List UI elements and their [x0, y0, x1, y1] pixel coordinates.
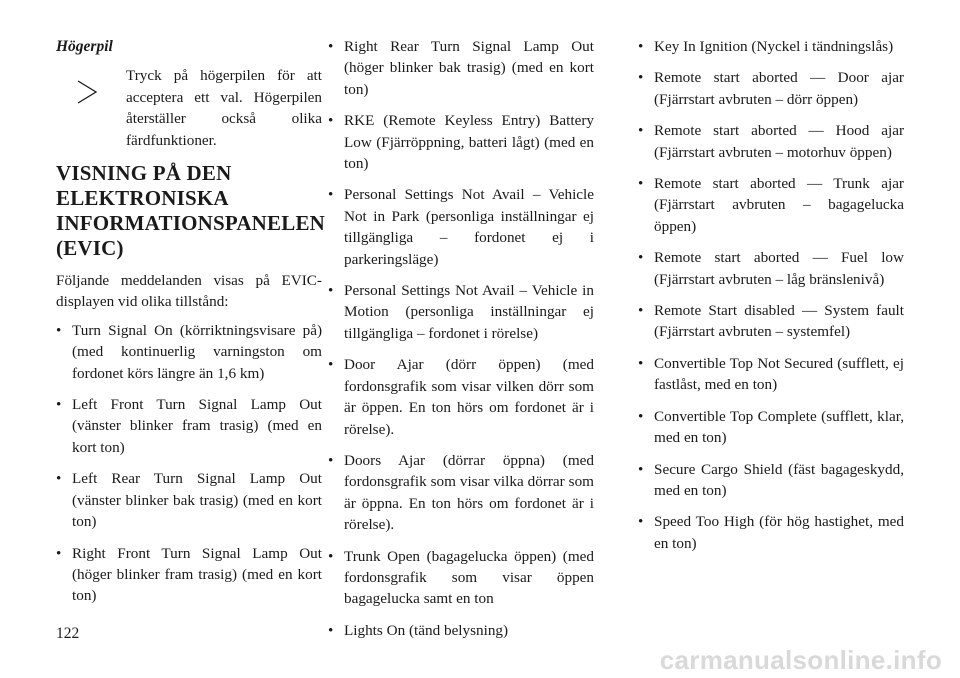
list-item-text: Remote start aborted — Fuel low (Fjärrstart avbruten – låg bränslenivå) [654, 249, 904, 288]
list-item-text: Remote start aborted — Hood ajar (Fjärrstart avbruten – motorhuv öppen) [654, 122, 904, 161]
list-item-text: Right Front Turn Signal Lamp Out (höger blinker fram trasig) (med en kort ton) [72, 544, 322, 605]
section-title: VISNING PÅ DEN ELEKTRONISKA INFORMATIONSPANELEN (EVIC) [56, 161, 326, 261]
message-list-col1 [56, 320, 322, 607]
bullet-icon: • [328, 547, 334, 565]
list-item [638, 406, 904, 449]
bullet-icon: • [328, 186, 334, 204]
list-item [328, 36, 594, 100]
list-item [328, 280, 594, 344]
list-item-text: Left Rear Turn Signal Lamp Out (vänster blinker bak trasig) (med en kort ton) [72, 470, 322, 531]
list-item [56, 543, 322, 607]
list-item [638, 173, 904, 237]
list-item [328, 110, 594, 174]
list-item-text: Secure Cargo Shield (fäst bagageskydd, med en ton) [654, 460, 904, 499]
list-item [638, 511, 904, 554]
message-list-col3 [638, 36, 904, 554]
list-item-text: Doors Ajar (dörrar öppna) (med fordonsgrafik som visar vilka dörrar som är öppna. En ton hörs om fordonet är i rörelse). [344, 451, 594, 534]
watermark: carmanualsonline.info [659, 645, 942, 675]
message-list-col2 [328, 36, 594, 641]
list-item-text: Remote start aborted — Door ajar (Fjärrstart avbruten – dörr öppen) [654, 69, 904, 108]
list-item [638, 353, 904, 396]
bullet-icon: • [56, 396, 62, 414]
bullet-icon: • [638, 513, 644, 531]
list-item [638, 120, 904, 163]
bullet-icon: • [328, 356, 334, 374]
bullet-icon: • [56, 544, 62, 562]
list-item-text: Right Rear Turn Signal Lamp Out (höger blinker bak trasig) (med en kort ton) [344, 38, 594, 98]
bullet-icon: • [328, 451, 334, 469]
subheading-right-arrow: Högerpil [56, 38, 113, 55]
list-item-text: Speed Too High (för hög hastighet, med en ton) [654, 513, 904, 552]
page-number: 122 [56, 625, 80, 642]
list-item [638, 300, 904, 343]
bullet-icon: • [638, 460, 644, 478]
bullet-icon: • [328, 621, 334, 639]
bullet-icon: • [638, 175, 644, 193]
list-item-text: Remote Start disabled — System fault (Fjärrstart avbruten – systemfel) [654, 302, 904, 341]
right-arrow-description [56, 65, 322, 151]
bullet-icon: • [328, 112, 334, 130]
bullet-icon: • [56, 470, 62, 488]
bullet-icon: • [638, 69, 644, 87]
list-item [328, 354, 594, 440]
list-item-text: RKE (Remote Keyless Entry) Battery Low (Fjärröppning, batteri lågt) (med en ton) [344, 112, 594, 173]
list-item-text: Personal Settings Not Avail – Vehicle Not in Park (personliga inställningar ej tillgängliga – fordonet ej i parkeringsläge) [344, 186, 594, 268]
list-item [56, 468, 322, 532]
list-item [328, 450, 594, 536]
bullet-icon: • [638, 302, 644, 320]
list-item-text: Convertible Top Not Secured (sufflett, ej fastlåst, med en ton) [654, 354, 904, 394]
list-item [328, 184, 594, 270]
right-arrow-text: Tryck på högerpilen för att acceptera ett val. Högerpilen återställer också olika färdfunktioner. [126, 67, 322, 149]
bullet-icon: • [638, 407, 644, 425]
list-item-text: Personal Settings Not Avail – Vehicle in Motion (personliga inställningar ej tillgängliga – fordonet i rörelse) [344, 282, 594, 342]
intro-text: Följande meddelanden visas på EVIC-displayen vid olika tillstånd: [56, 272, 322, 311]
list-item-text: Left Front Turn Signal Lamp Out (vänster blinker fram trasig) (med en kort ton) [72, 396, 322, 456]
list-item-text: Remote start aborted — Trunk ajar (Fjärrstart avbruten – bagagelucka öppen) [654, 175, 904, 235]
list-item [56, 394, 322, 458]
list-item [638, 459, 904, 502]
list-item-text: Lights On (tänd belysning) [344, 621, 509, 639]
list-item-text: Turn Signal On (körriktningsvisare på) (med kontinuerlig varningston om fordonet körs längre än 1,6 km) [72, 321, 322, 382]
list-item [328, 620, 594, 641]
list-item-text: Trunk Open (bagagelucka öppen) (med fordonsgrafik som visar öppen bagagelucka samt en ton [344, 547, 594, 608]
list-item [638, 67, 904, 110]
column-left [56, 36, 326, 617]
column-middle [328, 36, 594, 651]
list-item-text: Door Ajar (dörr öppen) (med fordonsgrafik som visar vilken dörr som är öppen. En ton hörs om fordonet är i rörelse). [344, 356, 594, 438]
list-item-text: Key In Ignition (Nyckel i tändningslås) [654, 38, 894, 55]
bullet-icon: • [328, 282, 334, 300]
list-item-text: Convertible Top Complete (sufflett, klar, med en ton) [654, 407, 904, 447]
list-item [638, 36, 904, 57]
column-right [638, 36, 904, 564]
bullet-icon: • [328, 38, 334, 55]
list-item [328, 546, 594, 610]
list-item [638, 247, 904, 290]
list-item [56, 320, 322, 384]
bullet-icon: • [638, 122, 644, 140]
bullet-icon: • [638, 354, 644, 372]
bullet-icon: • [638, 249, 644, 267]
right-arrow-icon [76, 79, 98, 105]
bullet-icon: • [56, 321, 62, 339]
bullet-icon: • [638, 38, 644, 55]
